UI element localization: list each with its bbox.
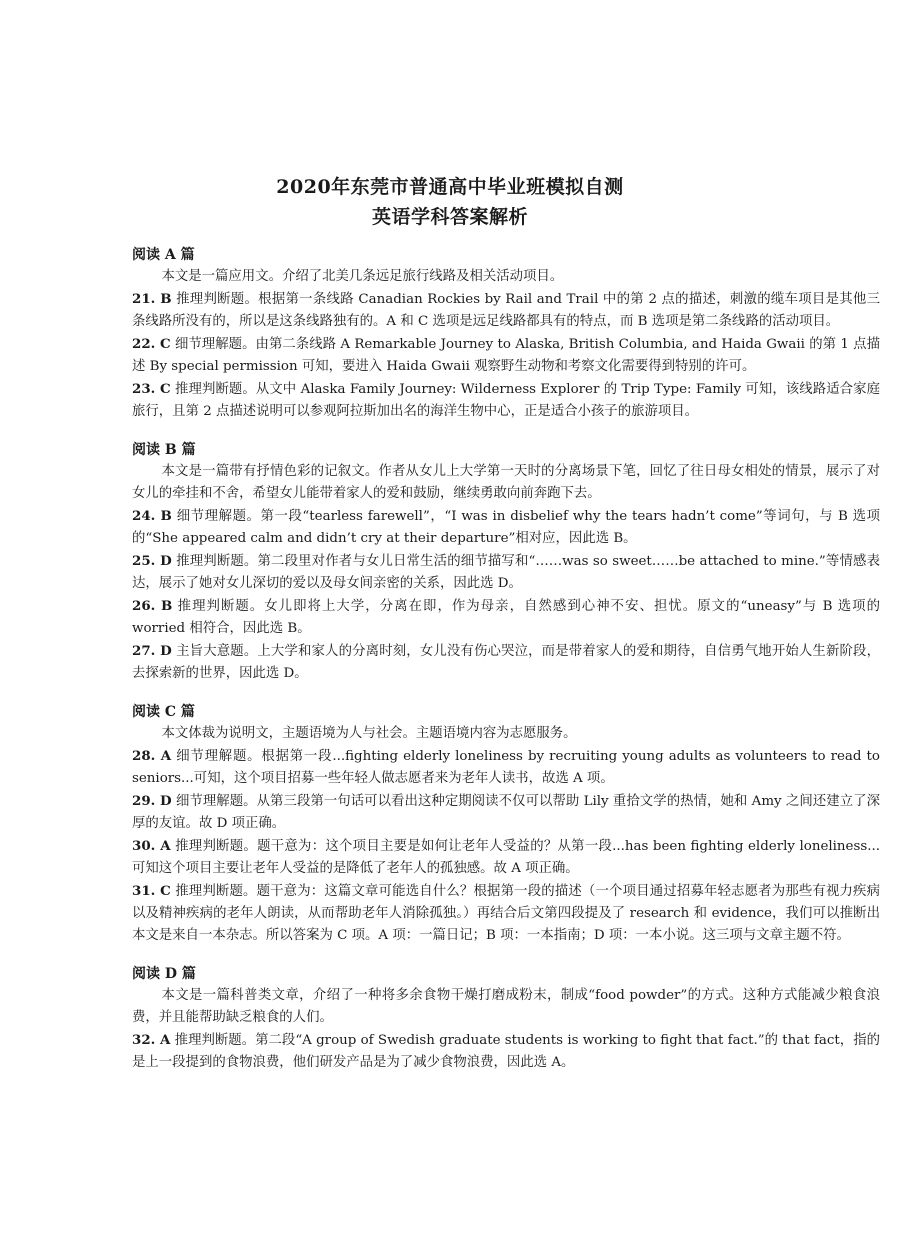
answer-item bbox=[132, 880, 880, 947]
answer-number: 27. D bbox=[132, 643, 172, 659]
answer-number: 22. C bbox=[132, 336, 171, 352]
answer-explanation: 推理判断题。第二段“A group of Swedish graduate students is working to fight that fact.”的 that fact，指的是上一段提到的食物浪费，他们研发产品是为了减少食物浪费，因此选 A。 bbox=[132, 1033, 880, 1070]
document-subtitle: 英语学科答案解析 bbox=[371, 206, 528, 228]
answer-number: 23. C bbox=[132, 381, 171, 397]
answer-number: 21. B bbox=[132, 291, 172, 307]
answer-explanation: 推理判断题。题干意为：这个项目主要是如何让老年人受益的？从第一段...has been fighting elderly loneliness...可知这个项目主要让老年人受益的是降低了老年人的孤独感。故 A 项正确。 bbox=[132, 839, 880, 876]
answer-item bbox=[132, 288, 880, 333]
answer-explanation: 主旨大意题。上大学和家人的分离时刻，女儿没有伤心哭泣，而是带着家人的爱和期待，自信勇气地开始人生新阶段，去探索新的世界，因此选 D。 bbox=[132, 644, 880, 681]
answer-explanation: 推理判断题。第二段里对作者与女儿日常生活的细节描写和“……was so sweet……be attached to mine.”等情感表达，展示了她对女儿深切的爱以及母女间亲密的关系，因此选 D。 bbox=[132, 554, 880, 591]
answer-explanation: 细节理解题。第一段“tearless farewell”，“I was in disbelief why the tears hadn’t come”等词句，与 B 选项的“She appeared calm and didn’t cry at their departure”相对应，因此选 B。 bbox=[132, 509, 880, 546]
document-title: 2020年东莞市普通高中毕业班模拟自测 bbox=[276, 176, 624, 198]
answer-item bbox=[132, 505, 880, 550]
answer-explanation: 细节理解题。根据第一段...fighting elderly loneliness by recruiting young adults as volunteers to read to seniors...可知，这个项目招募一些年轻人做志愿者来为老年人读书，故选 A 项。 bbox=[132, 749, 880, 786]
answer-item bbox=[132, 595, 880, 640]
section-intro: 本文是一篇带有抒情色彩的记叙文。作者从女儿上大学第一天时的分离场景下笔，回忆了往日母女相处的情景，展示了对女儿的牵挂和不舍，希望女儿能带着家人的爱和鼓励，继续勇敢向前奔跑下去。 bbox=[132, 464, 880, 501]
section-heading: 阅读 A 篇 bbox=[132, 247, 195, 263]
section-intro: 本文是一篇科普类文章，介绍了一种将多余食物干燥打磨成粉末，制成“food powder”的方式。这种方式能减少粮食浪费，并且能帮助缺乏粮食的人们。 bbox=[132, 988, 880, 1025]
section-intro: 本文是一篇应用文。介绍了北美几条远足旅行线路及相关活动项目。 bbox=[161, 269, 564, 284]
answer-item bbox=[132, 378, 880, 423]
section-a bbox=[132, 244, 880, 423]
answer-explanation: 细节理解题。从第三段第一句话可以看出这种定期阅读不仅可以帮助 Lily 重拾文学的热情，她和 Amy 之间还建立了深厚的友谊。故 D 项正确。 bbox=[132, 794, 880, 831]
answer-item bbox=[132, 550, 880, 595]
section-d bbox=[132, 963, 880, 1074]
section-c bbox=[132, 701, 880, 947]
section-heading: 阅读 B 篇 bbox=[132, 442, 196, 458]
answer-number: 28. A bbox=[132, 748, 172, 764]
answer-item bbox=[132, 745, 880, 790]
answer-number: 32. A bbox=[132, 1032, 171, 1048]
answer-explanation: 细节理解题。由第二条线路 A Remarkable Journey to Alaska, British Columbia, and Haida Gwaii 的第 1 点描述 By special permission 可知，要进入 Haida Gwaii 观察野生动物和考察文化需要得到特别的许可。 bbox=[132, 337, 880, 374]
answer-explanation: 推理判断题。题干意为：这篇文章可能选自什么？根据第一段的描述（一个项目通过招募年轻志愿者为那些有视力疾病以及精神疾病的老年人朗读，从而帮助老年人消除孤独。）再结合后文第四段提及了 research 和 evidence，我们可以推断出本文是来自一本杂志。所以答案为 C 项。A 项：一篇日记；B 项：一本指南；D 项：一本小说。这三项与文章主题不符。 bbox=[132, 884, 881, 943]
answer-number: 30. A bbox=[132, 838, 171, 854]
answer-explanation: 推理判断题。女儿即将上大学，分离在即，作为母亲，自然感到心神不安、担忧。原文的“uneasy”与 B 选项的 worried 相符合，因此选 B。 bbox=[132, 599, 881, 636]
section-b bbox=[132, 439, 880, 685]
answer-number: 31. C bbox=[132, 883, 171, 899]
section-heading: 阅读 D 篇 bbox=[132, 966, 196, 982]
answer-item bbox=[132, 333, 880, 378]
answer-content bbox=[132, 244, 880, 1074]
section-intro: 本文体裁为说明文，主题语境为人与社会。主题语境内容为志愿服务。 bbox=[161, 726, 577, 741]
answer-item bbox=[132, 640, 880, 685]
section-heading: 阅读 C 篇 bbox=[132, 704, 195, 720]
answer-item bbox=[132, 1029, 880, 1074]
answer-item bbox=[132, 790, 880, 835]
answer-explanation: 推理判断题。从文中 Alaska Family Journey: Wilderness Explorer 的 Trip Type: Family 可知，该线路适合家庭旅行，且第 2 点描述说明可以参观阿拉斯加出名的海洋生物中心，正是适合小孩子的旅游项目。 bbox=[132, 382, 880, 419]
answer-number: 24. B bbox=[132, 508, 172, 524]
answer-number: 25. D bbox=[132, 553, 172, 569]
answer-explanation: 推理判断题。根据第一条线路 Canadian Rockies by Rail and Trail 中的第 2 点的描述，刺激的缆车项目是其他三条线路所没有的，所以是这条线路独有的。A 和 C 选项是远足线路都具有的特点，而 B 选项是第二条线路的活动项目。 bbox=[132, 292, 880, 329]
answer-number: 26. B bbox=[132, 598, 173, 614]
answer-item bbox=[132, 835, 880, 880]
answer-number: 29. D bbox=[132, 793, 172, 809]
